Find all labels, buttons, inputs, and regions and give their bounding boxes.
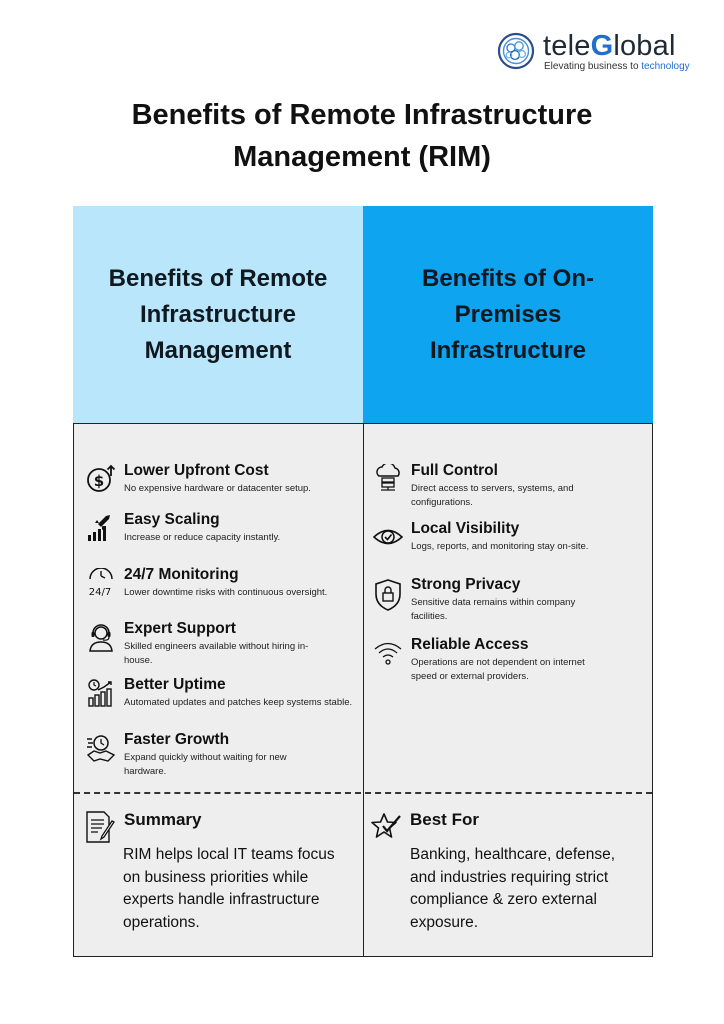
- summary-section: [84, 810, 359, 950]
- benefit-title: Easy Scaling: [124, 511, 220, 528]
- shield-lock-icon: [373, 578, 403, 612]
- globe-logo-icon: [497, 32, 535, 70]
- uptime-bars-icon: [86, 678, 116, 708]
- benefit-title: Lower Upfront Cost: [124, 462, 269, 479]
- dollar-up-icon: [86, 464, 116, 494]
- benefit-title: Better Uptime: [124, 676, 226, 693]
- benefit-desc: Increase or reduce capacity instantly.: [124, 532, 281, 543]
- benefit-title: 24/7 Monitoring: [124, 566, 239, 583]
- svg-text:24/7: 24/7: [88, 587, 112, 598]
- best-for-section: [370, 810, 645, 950]
- headset-agent-icon: [86, 622, 116, 652]
- wifi-icon: [373, 638, 403, 668]
- benefit-title: Full Control: [411, 462, 498, 479]
- benefit-desc: Expand quickly without waiting for new hardware.: [124, 752, 287, 777]
- fast-handshake-icon: [86, 733, 116, 763]
- eye-check-icon: [373, 522, 403, 552]
- clock-24-7-icon: [86, 568, 116, 598]
- benefit-desc: No expensive hardware or datacenter setup.: [124, 483, 311, 494]
- logo-wordmark: teleGlobal: [543, 30, 676, 62]
- benefit-title: Local Visibility: [411, 520, 520, 537]
- rim-header-panel: [73, 206, 363, 423]
- best-for-text: Banking, healthcare, defense, and industries requiring strict compliance & zero external exposure.: [410, 846, 616, 931]
- benefit-desc: Direct access to servers, systems, and configurations.: [411, 483, 574, 508]
- cloud-server-icon: [373, 464, 403, 494]
- benefit-title: Reliable Access: [411, 636, 529, 653]
- benefit-desc: Logs, reports, and monitoring stay on-site.: [411, 541, 589, 552]
- onprem-header-text: Benefits of On-Premises Infrastructure: [422, 264, 594, 364]
- document-pen-icon: [84, 810, 116, 844]
- best-for-title: Best For: [410, 810, 479, 829]
- benefit-title: Faster Growth: [124, 731, 230, 748]
- benefit-desc: Operations are not dependent on internet speed or external providers.: [411, 657, 585, 682]
- teleglobal-logo: [497, 32, 697, 76]
- benefit-desc: Skilled engineers available without hiring in-house.: [124, 641, 309, 666]
- comparison-body: [73, 423, 653, 957]
- benefit-desc: Sensitive data remains within company facilities.: [411, 597, 576, 622]
- summary-divider: [74, 792, 652, 794]
- benefit-title: Strong Privacy: [411, 576, 521, 593]
- svg-text:$: $: [93, 472, 105, 490]
- page-title: Benefits of Remote Infrastructure Management (RIM): [131, 99, 593, 173]
- summary-title: Summary: [124, 810, 202, 829]
- benefit-desc: Lower downtime risks with continuous oversight.: [124, 587, 328, 598]
- rim-header-text: Benefits of Remote Infrastructure Management: [108, 264, 328, 364]
- logo-tagline: Elevating business to technology: [544, 61, 690, 72]
- column-divider: [363, 424, 364, 956]
- star-check-icon: [370, 810, 402, 844]
- onprem-header-panel: [363, 206, 653, 423]
- benefit-desc: Automated updates and patches keep systems stable.: [124, 697, 353, 708]
- rocket-growth-icon: [86, 513, 116, 543]
- benefit-title: Expert Support: [124, 620, 236, 637]
- summary-text: RIM helps local IT teams focus on business priorities while experts handle infrastructure operations.: [123, 846, 335, 931]
